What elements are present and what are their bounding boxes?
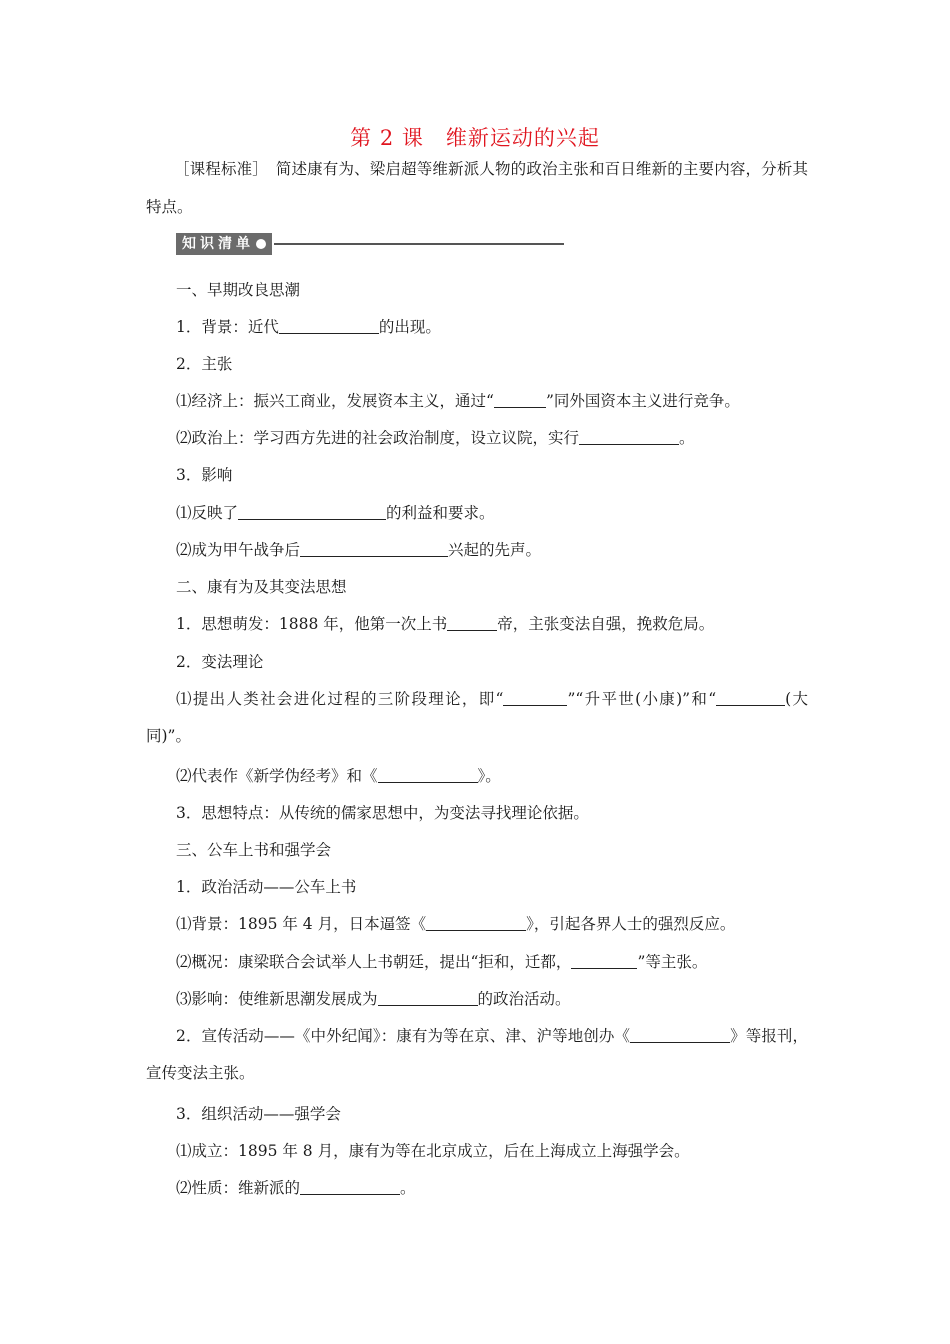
fill-blank[interactable] xyxy=(238,503,386,520)
fill-blank[interactable] xyxy=(300,1178,400,1195)
fill-blank[interactable] xyxy=(279,317,379,334)
s3-activity-2-text-end: 》等报刊，宣传变法主张。 xyxy=(146,1027,808,1082)
s2-works-text-end: 》。 xyxy=(477,767,501,785)
section-2-heading: 二、康有为及其变法思想 xyxy=(176,578,347,596)
s2-origin xyxy=(176,613,714,635)
s1-impact-1 xyxy=(176,502,495,524)
s1-political-text: ⑵政治上：学习西方先进的社会政治制度，设立议院，实行 xyxy=(176,429,580,447)
fill-blank[interactable] xyxy=(426,914,526,931)
s3-activity-2 xyxy=(146,1018,808,1092)
s1-impact-2 xyxy=(176,539,541,561)
s1-proposals-heading: 2．主张 xyxy=(176,355,233,373)
fill-blank[interactable] xyxy=(494,391,546,408)
s1-economic-text-end: ”同外国资本主义进行竞争。 xyxy=(545,392,740,410)
s2-three-stages-text-mid: ”“升平世(小康)”和“ xyxy=(567,690,717,708)
s3-background-text-end: 》，引起各界人士的强烈反应。 xyxy=(526,915,736,933)
fill-blank[interactable] xyxy=(447,614,497,631)
banner-rule xyxy=(274,243,564,245)
s1-political-text-end: 。 xyxy=(679,429,695,447)
s1-economic xyxy=(176,390,740,412)
s3-nature-text-end: 。 xyxy=(400,1179,416,1197)
s3-overview-text: ⑵概况：康梁联合会试举人上书朝廷，提出“拒和，迁都， xyxy=(176,953,572,971)
s3-nature-text: ⑵性质：维新派的 xyxy=(176,1179,301,1197)
fill-blank[interactable] xyxy=(630,1026,730,1043)
s2-origin-text-end: 帝，主张变法自强，挽救危局。 xyxy=(497,615,715,633)
s3-activity-2-text: 2．宣传活动——《中外纪闻》：康有为等在京、津、沪等地创办《 xyxy=(176,1027,631,1045)
course-standard: ［课程标准］ 简述康有为、梁启超等维新派人物的政治主张和百日维新的主要内容，分析其特点。 xyxy=(146,160,808,216)
s1-impact-1-text: ⑴反映了 xyxy=(176,504,239,522)
s3-background xyxy=(176,913,735,935)
s2-features: 3．思想特点：从传统的儒家思想中，为变法寻找理论依据。 xyxy=(176,804,589,822)
fill-blank[interactable] xyxy=(763,689,785,706)
section-1-heading: 一、早期改良思潮 xyxy=(176,281,301,299)
s2-three-stages-text: ⑴提出人类社会进化过程的三阶段理论，即“ xyxy=(176,690,504,708)
section-3-heading: 三、公车上书和强学会 xyxy=(176,841,332,859)
s3-overview xyxy=(176,951,707,973)
s2-three-stages xyxy=(146,681,808,755)
s3-impact xyxy=(176,988,571,1010)
s2-three-stages-text-end: (大同)”。 xyxy=(146,690,808,745)
s1-political xyxy=(176,427,695,449)
s3-founding: ⑴成立：1895 年 8 月，康有为等在北京成立，后在上海成立上海强学会。 xyxy=(176,1142,690,1160)
s2-works-text: ⑵代表作《新学伪经考》和《 xyxy=(176,767,378,785)
s3-activity-1: 1．政治活动——公车上书 xyxy=(176,878,357,896)
s3-activity-3: 3．组织活动——强学会 xyxy=(176,1105,341,1123)
s1-background-text: 1．背景：近代 xyxy=(176,318,279,336)
s3-nature xyxy=(176,1177,416,1199)
s3-background-text: ⑴背景：1895 年 4 月，日本逼签《 xyxy=(176,915,427,933)
fill-blank[interactable] xyxy=(503,689,567,706)
s1-impact-heading: 3．影响 xyxy=(176,466,233,484)
banner-label-box xyxy=(176,233,272,255)
s1-impact-2-text: ⑵成为甲午战争后 xyxy=(176,541,301,559)
lesson-title: 第 2 课 维新运动的兴起 xyxy=(350,126,600,150)
s2-works xyxy=(176,765,501,787)
fill-blank[interactable] xyxy=(378,766,478,783)
s3-impact-text: ⑶影响：使维新思潮发展成为 xyxy=(176,990,378,1008)
s2-theory-heading: 2．变法理论 xyxy=(176,653,264,671)
s1-background xyxy=(176,316,441,338)
s2-origin-text: 1．思想萌发：1888 年，他第一次上书 xyxy=(176,615,448,633)
bullet-icon xyxy=(256,239,266,249)
s3-impact-text-end: 的政治活动。 xyxy=(477,990,571,1008)
s1-economic-text: ⑴经济上：振兴工商业，发展资本主义，通过“ xyxy=(176,392,494,410)
knowledge-banner xyxy=(176,233,564,255)
s1-background-text-end: 的出现。 xyxy=(378,318,441,336)
fill-blank[interactable] xyxy=(300,540,448,557)
s3-overview-text-end: ”等主张。 xyxy=(637,953,708,971)
fill-blank[interactable] xyxy=(579,428,679,445)
s1-impact-2-text-end: 兴起的先声。 xyxy=(448,541,542,559)
s1-impact-1-text-end: 的利益和要求。 xyxy=(386,504,495,522)
fill-blank[interactable] xyxy=(378,989,478,1006)
fill-blank[interactable] xyxy=(716,689,766,706)
banner-label: 知识清单 xyxy=(182,236,254,252)
fill-blank[interactable] xyxy=(571,952,637,969)
